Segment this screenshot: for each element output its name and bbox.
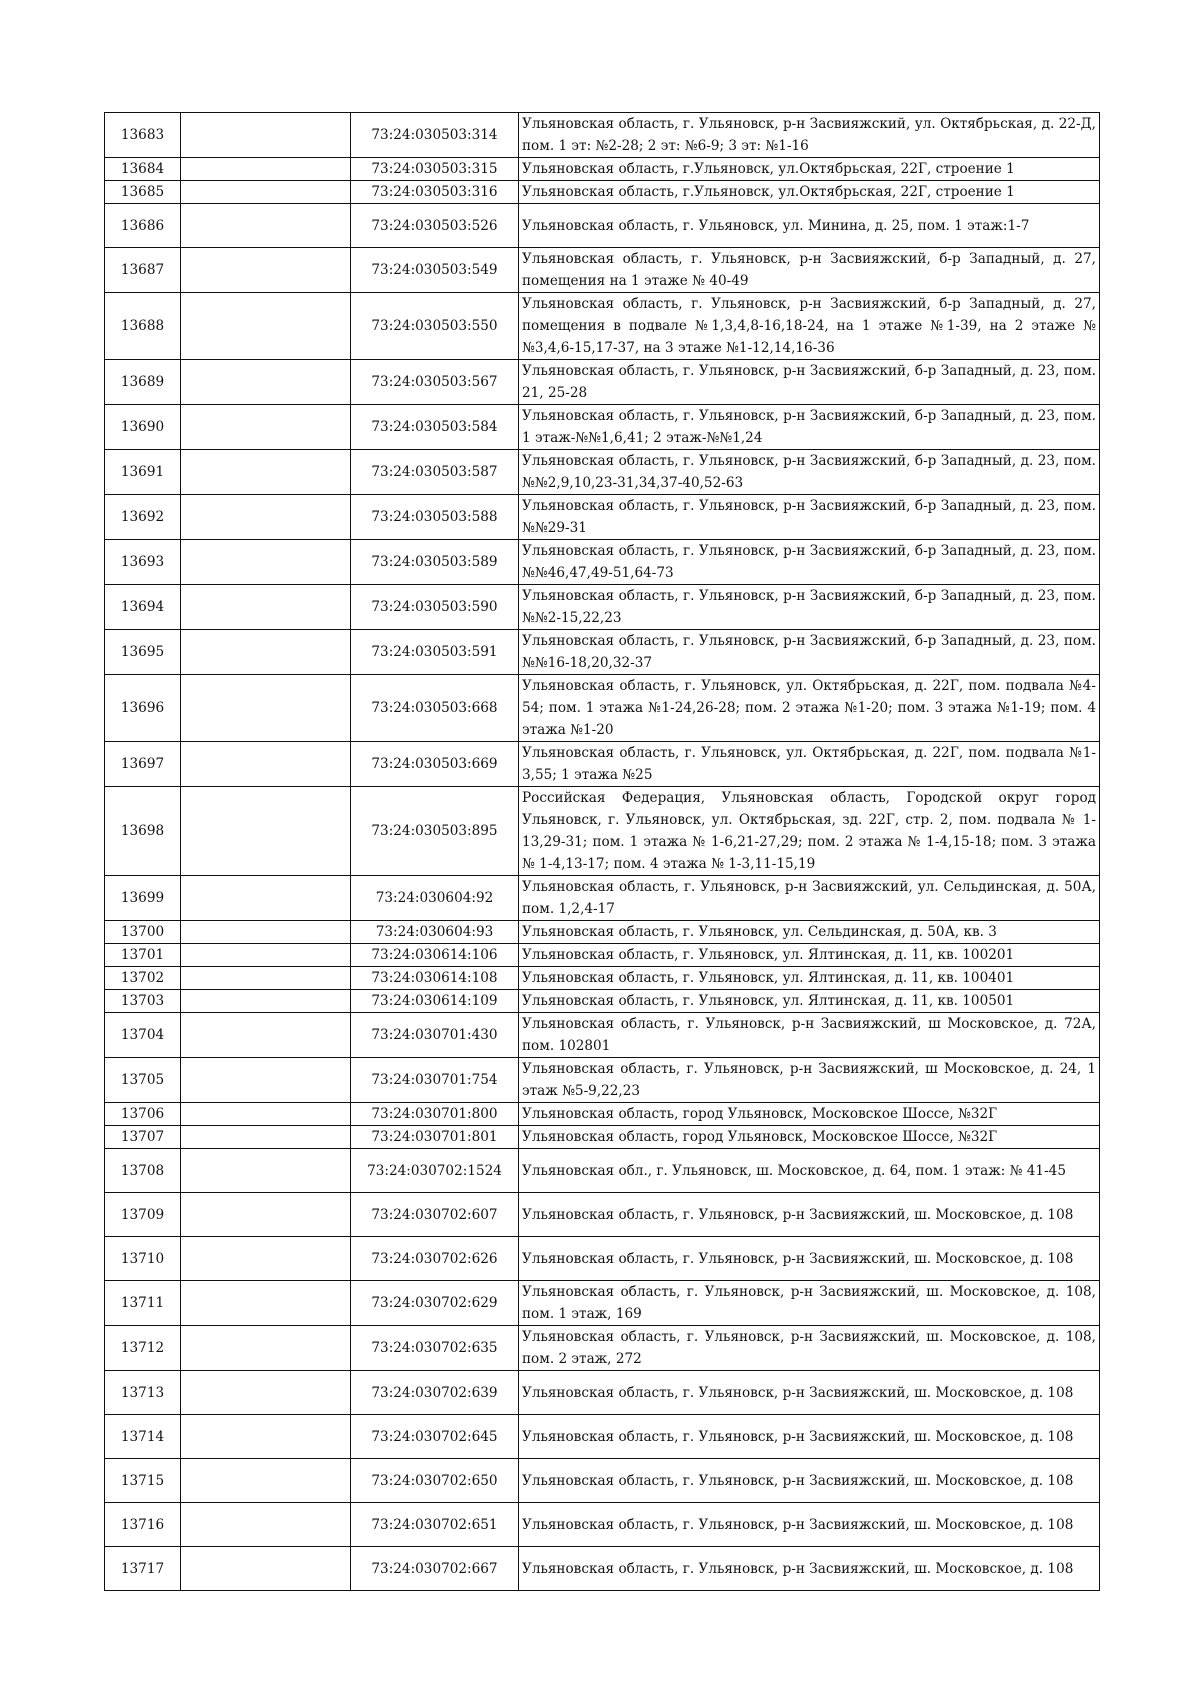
table-row bbox=[105, 1503, 1100, 1547]
row-number-cell: 13697 bbox=[105, 742, 181, 787]
empty-cell bbox=[181, 1415, 351, 1459]
cadastral-number-cell: 73:24:030702:651 bbox=[351, 1503, 519, 1547]
empty-cell bbox=[181, 1013, 351, 1058]
table-row bbox=[105, 1281, 1100, 1326]
address-cell: Российская Федерация, Ульяновская область, Городской округ город Ульяновск, г. Ульяновск, ул. Октябрьская, зд. 22Г, стр. 2, пом. подвала № 1-13,29-31; пом. 1 этажа № 1-6,21-27,29; пом. 2 этажа № 1-4,15-18; пом. 3 этажа № 1-4,13-17; пом. 4 этажа № 1-3,11-15,19 bbox=[519, 787, 1100, 876]
address-cell: Ульяновская область, г. Ульяновск, ул. Ялтинская, д. 11, кв. 100201 bbox=[519, 944, 1100, 967]
row-number-cell: 13695 bbox=[105, 630, 181, 675]
address-cell: Ульяновская область, г. Ульяновск, р-н Засвияжский, ш. Московское, д. 108 bbox=[519, 1237, 1100, 1281]
empty-cell bbox=[181, 1126, 351, 1149]
row-number-cell: 13700 bbox=[105, 921, 181, 944]
cadastral-number-cell: 73:24:030503:567 bbox=[351, 360, 519, 405]
cadastral-number-cell: 73:24:030701:754 bbox=[351, 1058, 519, 1103]
empty-cell bbox=[181, 1459, 351, 1503]
row-number-cell: 13706 bbox=[105, 1103, 181, 1126]
empty-cell bbox=[181, 495, 351, 540]
cadastral-number-cell: 73:24:030503:668 bbox=[351, 675, 519, 742]
table-row bbox=[105, 1126, 1100, 1149]
table-row bbox=[105, 181, 1100, 204]
address-cell: Ульяновская область, г. Ульяновск, р-н Засвияжский, ул. Сельдинская, д. 50А, пом. 1,2,4-17 bbox=[519, 876, 1100, 921]
empty-cell bbox=[181, 450, 351, 495]
address-cell: Ульяновская область, г. Ульяновск, р-н Засвияжский, ш. Московское, д. 108 bbox=[519, 1415, 1100, 1459]
cadastral-number-cell: 73:24:030503:895 bbox=[351, 787, 519, 876]
row-number-cell: 13694 bbox=[105, 585, 181, 630]
row-number-cell: 13693 bbox=[105, 540, 181, 585]
address-cell: Ульяновская область, г. Ульяновск, р-н Засвияжский, б-р Западный, д. 23, пом. №№2-15,22,23 bbox=[519, 585, 1100, 630]
cadastral-number-cell: 73:24:030503:584 bbox=[351, 405, 519, 450]
row-number-cell: 13684 bbox=[105, 158, 181, 181]
table-row bbox=[105, 1058, 1100, 1103]
empty-cell bbox=[181, 1149, 351, 1193]
empty-cell bbox=[181, 293, 351, 360]
cadastral-number-cell: 73:24:030701:801 bbox=[351, 1126, 519, 1149]
cadastral-number-cell: 73:24:030503:315 bbox=[351, 158, 519, 181]
cadastral-number-cell: 73:24:030503:316 bbox=[351, 181, 519, 204]
empty-cell bbox=[181, 944, 351, 967]
cadastral-number-cell: 73:24:030701:800 bbox=[351, 1103, 519, 1126]
address-cell: Ульяновская область, г. Ульяновск, р-н Засвияжский, ш. Московское, д. 108 bbox=[519, 1193, 1100, 1237]
address-cell: Ульяновская область, г. Ульяновск, ул. Ялтинская, д. 11, кв. 100501 bbox=[519, 990, 1100, 1013]
empty-cell bbox=[181, 248, 351, 293]
address-cell: Ульяновская обл., г. Ульяновск, ш. Московское, д. 64, пом. 1 этаж: № 41-45 bbox=[519, 1149, 1100, 1193]
empty-cell bbox=[181, 540, 351, 585]
cadastral-number-cell: 73:24:030702:645 bbox=[351, 1415, 519, 1459]
address-cell: Ульяновская область, г. Ульяновск, р-н Засвияжский, б-р Западный, д. 23, пом. №№16-18,20,32-37 bbox=[519, 630, 1100, 675]
row-number-cell: 13687 bbox=[105, 248, 181, 293]
empty-cell bbox=[181, 204, 351, 248]
empty-cell bbox=[181, 787, 351, 876]
row-number-cell: 13707 bbox=[105, 1126, 181, 1149]
cadastral-number-cell: 73:24:030614:106 bbox=[351, 944, 519, 967]
cadastral-number-cell: 73:24:030503:587 bbox=[351, 450, 519, 495]
address-cell: Ульяновская область, г. Ульяновск, ул. Минина, д. 25, пом. 1 этаж:1-7 bbox=[519, 204, 1100, 248]
empty-cell bbox=[181, 1503, 351, 1547]
address-cell: Ульяновская область, г. Ульяновск, р-н Засвияжский, б-р Западный, д. 23, пом. 1 этаж-№№1,6,41; 2 этаж-№№1,24 bbox=[519, 405, 1100, 450]
empty-cell bbox=[181, 113, 351, 158]
row-number-cell: 13689 bbox=[105, 360, 181, 405]
address-cell: Ульяновская область, г. Ульяновск, р-н Засвияжский, б-р Западный, д. 23, пом. №№2,9,10,23-31,34,37-40,52-63 bbox=[519, 450, 1100, 495]
table-row bbox=[105, 1326, 1100, 1371]
table-row bbox=[105, 1547, 1100, 1591]
row-number-cell: 13690 bbox=[105, 405, 181, 450]
empty-cell bbox=[181, 1193, 351, 1237]
address-cell: Ульяновская область, г. Ульяновск, р-н Засвияжский, б-р Западный, д. 27, помещения на 1 этаже № 40-49 bbox=[519, 248, 1100, 293]
table-row bbox=[105, 1415, 1100, 1459]
cadastral-number-cell: 73:24:030503:526 bbox=[351, 204, 519, 248]
table-row bbox=[105, 1013, 1100, 1058]
table-row bbox=[105, 248, 1100, 293]
table-row bbox=[105, 787, 1100, 876]
row-number-cell: 13705 bbox=[105, 1058, 181, 1103]
table-row bbox=[105, 1371, 1100, 1415]
row-number-cell: 13704 bbox=[105, 1013, 181, 1058]
property-registry-table bbox=[104, 112, 1100, 1591]
empty-cell bbox=[181, 921, 351, 944]
cadastral-number-cell: 73:24:030503:549 bbox=[351, 248, 519, 293]
row-number-cell: 13699 bbox=[105, 876, 181, 921]
cadastral-number-cell: 73:24:030701:430 bbox=[351, 1013, 519, 1058]
table-row bbox=[105, 360, 1100, 405]
cadastral-number-cell: 73:24:030604:93 bbox=[351, 921, 519, 944]
row-number-cell: 13712 bbox=[105, 1326, 181, 1371]
cadastral-number-cell: 73:24:030503:588 bbox=[351, 495, 519, 540]
empty-cell bbox=[181, 1237, 351, 1281]
empty-cell bbox=[181, 742, 351, 787]
cadastral-number-cell: 73:24:030503:669 bbox=[351, 742, 519, 787]
empty-cell bbox=[181, 1371, 351, 1415]
address-cell: Ульяновская область, г. Ульяновск, р-н Засвияжский, ш. Московское, д. 108 bbox=[519, 1503, 1100, 1547]
cadastral-number-cell: 73:24:030604:92 bbox=[351, 876, 519, 921]
table-row bbox=[105, 1193, 1100, 1237]
table-row bbox=[105, 1459, 1100, 1503]
empty-cell bbox=[181, 675, 351, 742]
address-cell: Ульяновская область, г. Ульяновск, р-н Засвияжский, б-р Западный, д. 23, пом. №№46,47,49-51,64-73 bbox=[519, 540, 1100, 585]
row-number-cell: 13691 bbox=[105, 450, 181, 495]
row-number-cell: 13702 bbox=[105, 967, 181, 990]
address-cell: Ульяновская область, г. Ульяновск, р-н Засвияжский, ш. Московское, д. 108, пом. 1 этаж, 169 bbox=[519, 1281, 1100, 1326]
cadastral-number-cell: 73:24:030503:590 bbox=[351, 585, 519, 630]
address-cell: Ульяновская область, г. Ульяновск, р-н Засвияжский, б-р Западный, д. 23, пом. 21, 25-28 bbox=[519, 360, 1100, 405]
empty-cell bbox=[181, 1326, 351, 1371]
row-number-cell: 13703 bbox=[105, 990, 181, 1013]
cadastral-number-cell: 73:24:030702:1524 bbox=[351, 1149, 519, 1193]
row-number-cell: 13717 bbox=[105, 1547, 181, 1591]
empty-cell bbox=[181, 1281, 351, 1326]
table-row bbox=[105, 293, 1100, 360]
row-number-cell: 13716 bbox=[105, 1503, 181, 1547]
empty-cell bbox=[181, 876, 351, 921]
row-number-cell: 13714 bbox=[105, 1415, 181, 1459]
cadastral-number-cell: 73:24:030614:108 bbox=[351, 967, 519, 990]
address-cell: Ульяновская область, г. Ульяновск, р-н Засвияжский, б-р Западный, д. 27, помещения в подвале №1,3,4,8-16,18-24, на 1 этаже №1-39, на 2 этаже №№3,4,6-15,17-37, на 3 этаже №1-12,14,16-36 bbox=[519, 293, 1100, 360]
cadastral-number-cell: 73:24:030702:607 bbox=[351, 1193, 519, 1237]
table-row bbox=[105, 742, 1100, 787]
cadastral-number-cell: 73:24:030702:650 bbox=[351, 1459, 519, 1503]
cadastral-number-cell: 73:24:030503:314 bbox=[351, 113, 519, 158]
table-row bbox=[105, 921, 1100, 944]
address-cell: Ульяновская область, г. Ульяновск, р-н Засвияжский, ш. Московское, д. 108, пом. 2 этаж, 272 bbox=[519, 1326, 1100, 1371]
row-number-cell: 13696 bbox=[105, 675, 181, 742]
row-number-cell: 13711 bbox=[105, 1281, 181, 1326]
table-row bbox=[105, 990, 1100, 1013]
table-row bbox=[105, 450, 1100, 495]
table-row bbox=[105, 495, 1100, 540]
address-cell: Ульяновская область, г. Ульяновск, р-н Засвияжский, ш. Московское, д. 108 bbox=[519, 1459, 1100, 1503]
empty-cell bbox=[181, 1103, 351, 1126]
address-cell: Ульяновская область, г. Ульяновск, ул. Октябрьская, д. 22Г, пом. подвала №1-3,55; 1 этажа №25 bbox=[519, 742, 1100, 787]
cadastral-number-cell: 73:24:030702:626 bbox=[351, 1237, 519, 1281]
address-cell: Ульяновская область, г. Ульяновск, р-н Засвияжский, б-р Западный, д. 23, пом. №№29-31 bbox=[519, 495, 1100, 540]
empty-cell bbox=[181, 1058, 351, 1103]
row-number-cell: 13710 bbox=[105, 1237, 181, 1281]
row-number-cell: 13685 bbox=[105, 181, 181, 204]
row-number-cell: 13709 bbox=[105, 1193, 181, 1237]
cadastral-number-cell: 73:24:030702:667 bbox=[351, 1547, 519, 1591]
cadastral-number-cell: 73:24:030503:550 bbox=[351, 293, 519, 360]
row-number-cell: 13688 bbox=[105, 293, 181, 360]
table-row bbox=[105, 1103, 1100, 1126]
address-cell: Ульяновская область, г. Ульяновск, р-н Засвияжский, ш Московское, д. 72А, пом. 102801 bbox=[519, 1013, 1100, 1058]
empty-cell bbox=[181, 405, 351, 450]
cadastral-number-cell: 73:24:030503:591 bbox=[351, 630, 519, 675]
table-row bbox=[105, 1237, 1100, 1281]
address-cell: Ульяновская область, г.Ульяновск, ул.Октябрьская, 22Г, строение 1 bbox=[519, 158, 1100, 181]
row-number-cell: 13715 bbox=[105, 1459, 181, 1503]
empty-cell bbox=[181, 158, 351, 181]
row-number-cell: 13701 bbox=[105, 944, 181, 967]
address-cell: Ульяновская область, г.Ульяновск, ул.Октябрьская, 22Г, строение 1 bbox=[519, 181, 1100, 204]
empty-cell bbox=[181, 630, 351, 675]
table-row bbox=[105, 630, 1100, 675]
empty-cell bbox=[181, 585, 351, 630]
registry-table-body bbox=[105, 113, 1100, 1591]
row-number-cell: 13692 bbox=[105, 495, 181, 540]
empty-cell bbox=[181, 181, 351, 204]
row-number-cell: 13683 bbox=[105, 113, 181, 158]
table-row bbox=[105, 405, 1100, 450]
address-cell: Ульяновская область, г. Ульяновск, р-н Засвияжский, ш Московское, д. 24, 1 этаж №5-9,22,23 bbox=[519, 1058, 1100, 1103]
cadastral-number-cell: 73:24:030702:635 bbox=[351, 1326, 519, 1371]
row-number-cell: 13713 bbox=[105, 1371, 181, 1415]
row-number-cell: 13708 bbox=[105, 1149, 181, 1193]
row-number-cell: 13686 bbox=[105, 204, 181, 248]
empty-cell bbox=[181, 1547, 351, 1591]
address-cell: Ульяновская область, г. Ульяновск, р-н Засвияжский, ш. Московское, д. 108 bbox=[519, 1547, 1100, 1591]
address-cell: Ульяновская область, г. Ульяновск, р-н Засвияжский, ш. Московское, д. 108 bbox=[519, 1371, 1100, 1415]
table-row bbox=[105, 967, 1100, 990]
table-row bbox=[105, 158, 1100, 181]
table-row bbox=[105, 944, 1100, 967]
empty-cell bbox=[181, 360, 351, 405]
cadastral-number-cell: 73:24:030503:589 bbox=[351, 540, 519, 585]
cadastral-number-cell: 73:24:030614:109 bbox=[351, 990, 519, 1013]
address-cell: Ульяновская область, г. Ульяновск, ул. Ялтинская, д. 11, кв. 100401 bbox=[519, 967, 1100, 990]
table-row bbox=[105, 876, 1100, 921]
address-cell: Ульяновская область, г. Ульяновск, ул. Октябрьская, д. 22Г, пом. подвала №4-54; пом. 1 этажа №1-24,26-28; пом. 2 этажа №1-20; пом. 3 этажа №1-19; пом. 4 этажа №1-20 bbox=[519, 675, 1100, 742]
address-cell: Ульяновская область, город Ульяновск, Московское Шоссе, №32Г bbox=[519, 1103, 1100, 1126]
address-cell: Ульяновская область, город Ульяновск, Московское Шоссе, №32Г bbox=[519, 1126, 1100, 1149]
address-cell: Ульяновская область, г. Ульяновск, р-н Засвияжский, ул. Октябрьская, д. 22-Д, пом. 1 эт: №2-28; 2 эт: №6-9; 3 эт: №1-16 bbox=[519, 113, 1100, 158]
empty-cell bbox=[181, 990, 351, 1013]
row-number-cell: 13698 bbox=[105, 787, 181, 876]
table-row bbox=[105, 1149, 1100, 1193]
table-row bbox=[105, 585, 1100, 630]
cadastral-number-cell: 73:24:030702:639 bbox=[351, 1371, 519, 1415]
table-row bbox=[105, 540, 1100, 585]
empty-cell bbox=[181, 967, 351, 990]
table-row bbox=[105, 204, 1100, 248]
table-row bbox=[105, 675, 1100, 742]
cadastral-number-cell: 73:24:030702:629 bbox=[351, 1281, 519, 1326]
address-cell: Ульяновская область, г. Ульяновск, ул. Сельдинская, д. 50А, кв. 3 bbox=[519, 921, 1100, 944]
table-row bbox=[105, 113, 1100, 158]
